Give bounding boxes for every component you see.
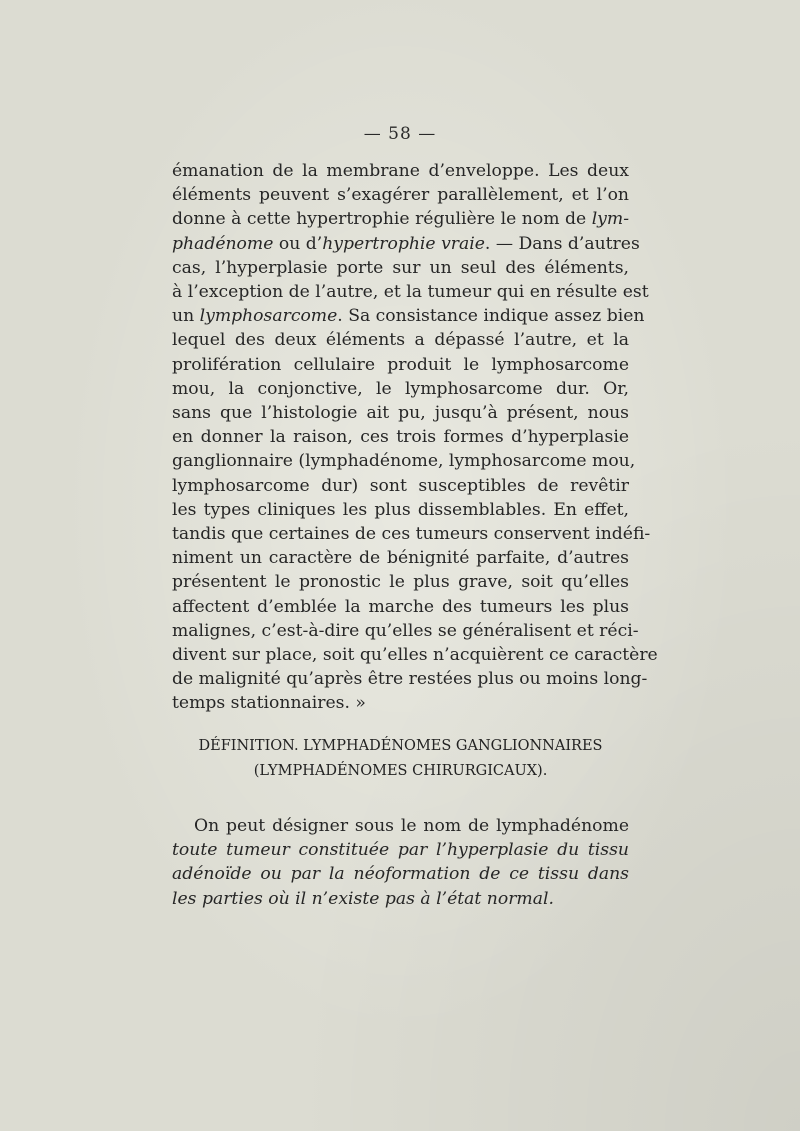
text-line: sans que l’histologie ait pu, jusqu’à présent, nous	[172, 403, 629, 424]
text-line: émanation de la membrane d’enveloppe. Les deux	[172, 161, 629, 181]
text-fragment: . Sa consistance indique assez bien	[337, 306, 645, 327]
text-line: les types cliniques les plus dissemblables. En effet,	[172, 499, 629, 520]
text-line: en donner la raison, ces trois formes d’hyperplasie	[172, 427, 629, 448]
text-line: de malignité qu’après être restées plus ou moins long-	[172, 669, 648, 690]
section-heading-subline: (LYMPHADÉNOMES CHIRURGICAUX).	[253, 763, 548, 779]
italic-definition-line: les parties où il n’existe pas à l’état normal.	[172, 888, 554, 909]
text-line: éléments peuvent s’exagérer parallèlement, et l’on	[172, 185, 629, 206]
text-line: cas, l’hyperplasie porte sur un seul des éléments,	[172, 257, 629, 278]
text-line: lequel des deux éléments a dépassé l’autre, et la	[172, 330, 629, 351]
text-fragment: un	[172, 306, 195, 327]
section-heading-line: DÉFINITION. LYMPHADÉNOMES GANGLIONNAIRES	[198, 738, 603, 754]
text-fragment: . — Dans d’autres	[484, 233, 640, 254]
text-line: temps stationnaires. »	[172, 693, 366, 714]
italic-definition-line: adénoïde ou par la néoformation de ce tissu dans	[172, 864, 629, 885]
text-line: à l’exception de l’autre, et la tumeur qui en résulte est	[172, 282, 649, 303]
text-line: mou, la conjonctive, le lymphosarcome dur. Or,	[172, 378, 629, 399]
text-line: présentent le pronostic le plus grave, soit qu’elles	[172, 572, 629, 593]
text-line: divent sur place, soit qu’elles n’acquièrent ce caractère	[172, 645, 658, 666]
body-paragraph	[172, 159, 658, 716]
italic-term: lymphosarcome	[199, 306, 338, 327]
text-line: malignes, c’est-à-dire qu’elles se généralisent et réci-	[172, 620, 639, 641]
text-line: niment un caractère de bénignité parfaite, d’autres	[172, 548, 629, 569]
text-fragment: ou d’	[278, 233, 323, 254]
italic-term: hypertrophie vraie	[322, 233, 485, 254]
definition-paragraph	[172, 814, 629, 911]
text-line	[172, 207, 629, 231]
text-line	[172, 232, 640, 256]
text-line: On peut désigner sous le nom de lymphadénome	[194, 816, 629, 836]
text-line: tandis que certaines de ces tumeurs conservent indéfi-	[172, 524, 651, 545]
italic-term: phadénome	[172, 233, 274, 254]
italic-term: lym-	[591, 209, 629, 230]
text-line: ganglionnaire (lymphadénome, lymphosarcome mou,	[172, 451, 636, 472]
text-fragment: donne à cette hypertrophie régulière le nom de	[172, 209, 587, 230]
page-number: — 58 —	[363, 124, 437, 144]
text-line: prolifération cellulaire produit le lymphosarcome	[172, 354, 629, 375]
text-line: affectent d’emblée la marche des tumeurs les plus	[172, 596, 629, 617]
text-line: lymphosarcome dur) sont susceptibles de revêtir	[172, 475, 629, 496]
italic-definition-line: toute tumeur constituée par l’hyperplasie du tissu	[172, 840, 629, 861]
text-line	[172, 304, 645, 328]
section-heading	[172, 738, 629, 779]
